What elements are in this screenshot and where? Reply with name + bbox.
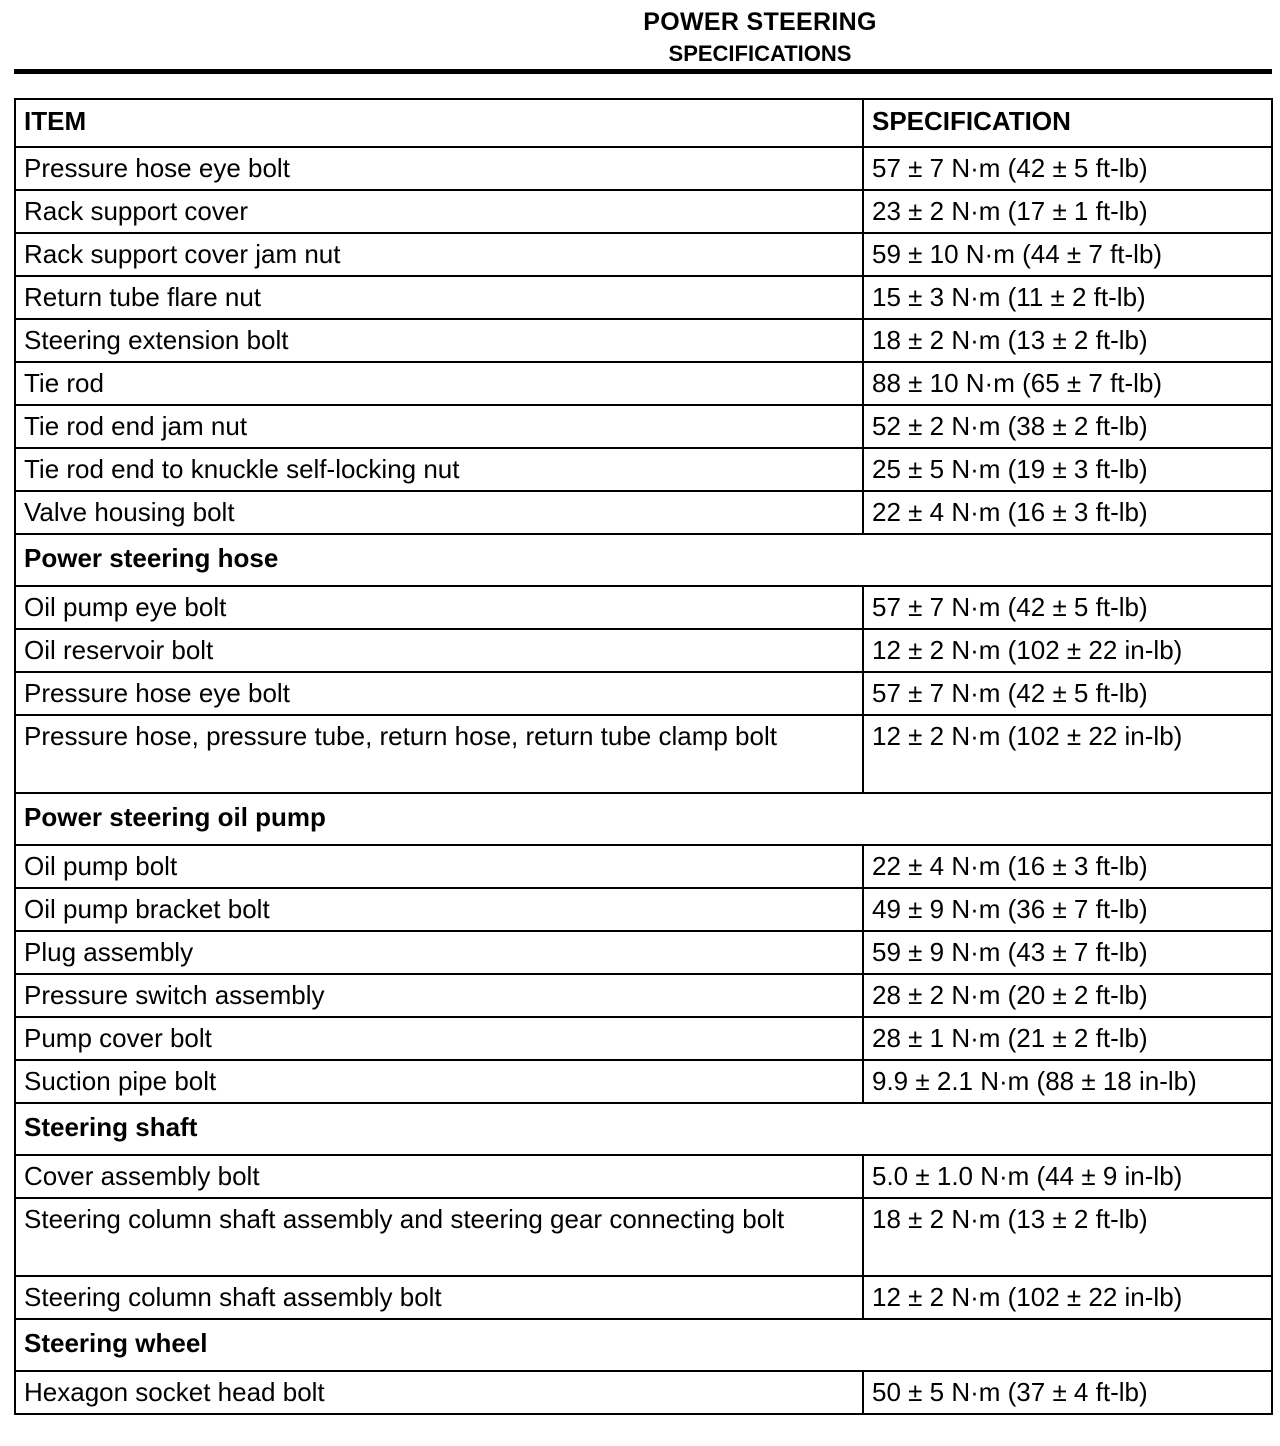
item-cell: Pressure hose eye bolt bbox=[15, 672, 863, 715]
specification-cell: 22 ± 4 N·m (16 ± 3 ft-lb) bbox=[863, 491, 1272, 534]
table-row bbox=[15, 362, 1272, 405]
item-cell: Steering column shaft assembly and steering gear connecting bolt bbox=[15, 1198, 863, 1276]
specification-cell: 88 ± 10 N·m (65 ± 7 ft-lb) bbox=[863, 362, 1272, 405]
table-row bbox=[15, 1371, 1272, 1414]
item-cell: Valve housing bolt bbox=[15, 491, 863, 534]
section-row bbox=[15, 1103, 1272, 1155]
table-row bbox=[15, 974, 1272, 1017]
specification-cell: 12 ± 2 N·m (102 ± 22 in-lb) bbox=[863, 715, 1272, 793]
item-cell: Plug assembly bbox=[15, 931, 863, 974]
section-heading: Power steering hose bbox=[15, 534, 1272, 586]
table-row bbox=[15, 233, 1272, 276]
item-cell: Oil reservoir bolt bbox=[15, 629, 863, 672]
table-header-row bbox=[15, 99, 1272, 147]
item-cell: Oil pump bracket bolt bbox=[15, 888, 863, 931]
section-row bbox=[15, 1319, 1272, 1371]
section-heading: Power steering oil pump bbox=[15, 793, 1272, 845]
specification-cell: 28 ± 2 N·m (20 ± 2 ft-lb) bbox=[863, 974, 1272, 1017]
specification-cell: 57 ± 7 N·m (42 ± 5 ft-lb) bbox=[863, 586, 1272, 629]
table-row bbox=[15, 1198, 1272, 1276]
specification-cell: 25 ± 5 N·m (19 ± 3 ft-lb) bbox=[863, 448, 1272, 491]
specification-cell: 49 ± 9 N·m (36 ± 7 ft-lb) bbox=[863, 888, 1272, 931]
specification-cell: 23 ± 2 N·m (17 ± 1 ft-lb) bbox=[863, 190, 1272, 233]
item-cell: Rack support cover jam nut bbox=[15, 233, 863, 276]
specification-cell: 52 ± 2 N·m (38 ± 2 ft-lb) bbox=[863, 405, 1272, 448]
table-row bbox=[15, 672, 1272, 715]
table-row bbox=[15, 190, 1272, 233]
specification-cell: 12 ± 2 N·m (102 ± 22 in-lb) bbox=[863, 1276, 1272, 1319]
specification-cell: 57 ± 7 N·m (42 ± 5 ft-lb) bbox=[863, 147, 1272, 190]
table-row bbox=[15, 1155, 1272, 1198]
specification-cell: 28 ± 1 N·m (21 ± 2 ft-lb) bbox=[863, 1017, 1272, 1060]
table-row bbox=[15, 629, 1272, 672]
table-row bbox=[15, 1017, 1272, 1060]
table-row bbox=[15, 845, 1272, 888]
specification-cell: 50 ± 5 N·m (37 ± 4 ft-lb) bbox=[863, 1371, 1272, 1414]
item-cell: Steering column shaft assembly bolt bbox=[15, 1276, 863, 1319]
item-cell: Pressure switch assembly bbox=[15, 974, 863, 1017]
item-cell: Steering extension bolt bbox=[15, 319, 863, 362]
specification-cell: 59 ± 9 N·m (43 ± 7 ft-lb) bbox=[863, 931, 1272, 974]
specification-cell: 18 ± 2 N·m (13 ± 2 ft-lb) bbox=[863, 319, 1272, 362]
section-row bbox=[15, 534, 1272, 586]
table-body bbox=[15, 147, 1272, 1414]
item-cell: Return tube flare nut bbox=[15, 276, 863, 319]
table-row bbox=[15, 147, 1272, 190]
item-cell: Oil pump eye bolt bbox=[15, 586, 863, 629]
page-title: POWER STEERING bbox=[643, 8, 877, 36]
specification-cell: 22 ± 4 N·m (16 ± 3 ft-lb) bbox=[863, 845, 1272, 888]
table-row bbox=[15, 319, 1272, 362]
item-cell: Tie rod bbox=[15, 362, 863, 405]
specification-cell: 9.9 ± 2.1 N·m (88 ± 18 in-lb) bbox=[863, 1060, 1272, 1103]
item-cell: Pressure hose, pressure tube, return hose, return tube clamp bolt bbox=[15, 715, 863, 793]
section-heading: Steering shaft bbox=[15, 1103, 1272, 1155]
table-row bbox=[15, 1060, 1272, 1103]
table-row bbox=[15, 405, 1272, 448]
table-row bbox=[15, 586, 1272, 629]
page-header bbox=[0, 6, 1280, 70]
table-row bbox=[15, 715, 1272, 793]
item-cell: Tie rod end to knuckle self-locking nut bbox=[15, 448, 863, 491]
column-header-specification: SPECIFICATION bbox=[863, 99, 1272, 147]
specification-cell: 5.0 ± 1.0 N·m (44 ± 9 in-lb) bbox=[863, 1155, 1272, 1198]
table-row bbox=[15, 888, 1272, 931]
specifications-table bbox=[14, 98, 1273, 1415]
item-cell: Rack support cover bbox=[15, 190, 863, 233]
table-row bbox=[15, 448, 1272, 491]
header-rule bbox=[14, 69, 1272, 74]
specification-cell: 57 ± 7 N·m (42 ± 5 ft-lb) bbox=[863, 672, 1272, 715]
item-cell: Oil pump bolt bbox=[15, 845, 863, 888]
specification-cell: 59 ± 10 N·m (44 ± 7 ft-lb) bbox=[863, 233, 1272, 276]
item-cell: Pressure hose eye bolt bbox=[15, 147, 863, 190]
section-row bbox=[15, 793, 1272, 845]
page-subtitle: SPECIFICATIONS bbox=[668, 41, 852, 66]
specification-cell: 15 ± 3 N·m (11 ± 2 ft-lb) bbox=[863, 276, 1272, 319]
column-header-item: ITEM bbox=[15, 99, 863, 147]
item-cell: Cover assembly bolt bbox=[15, 1155, 863, 1198]
item-cell: Hexagon socket head bolt bbox=[15, 1371, 863, 1414]
item-cell: Tie rod end jam nut bbox=[15, 405, 863, 448]
table-row bbox=[15, 931, 1272, 974]
section-heading: Steering wheel bbox=[15, 1319, 1272, 1371]
specification-cell: 12 ± 2 N·m (102 ± 22 in-lb) bbox=[863, 629, 1272, 672]
table-row bbox=[15, 1276, 1272, 1319]
specification-cell: 18 ± 2 N·m (13 ± 2 ft-lb) bbox=[863, 1198, 1272, 1276]
table-row bbox=[15, 491, 1272, 534]
table-row bbox=[15, 276, 1272, 319]
item-cell: Suction pipe bolt bbox=[15, 1060, 863, 1103]
item-cell: Pump cover bolt bbox=[15, 1017, 863, 1060]
